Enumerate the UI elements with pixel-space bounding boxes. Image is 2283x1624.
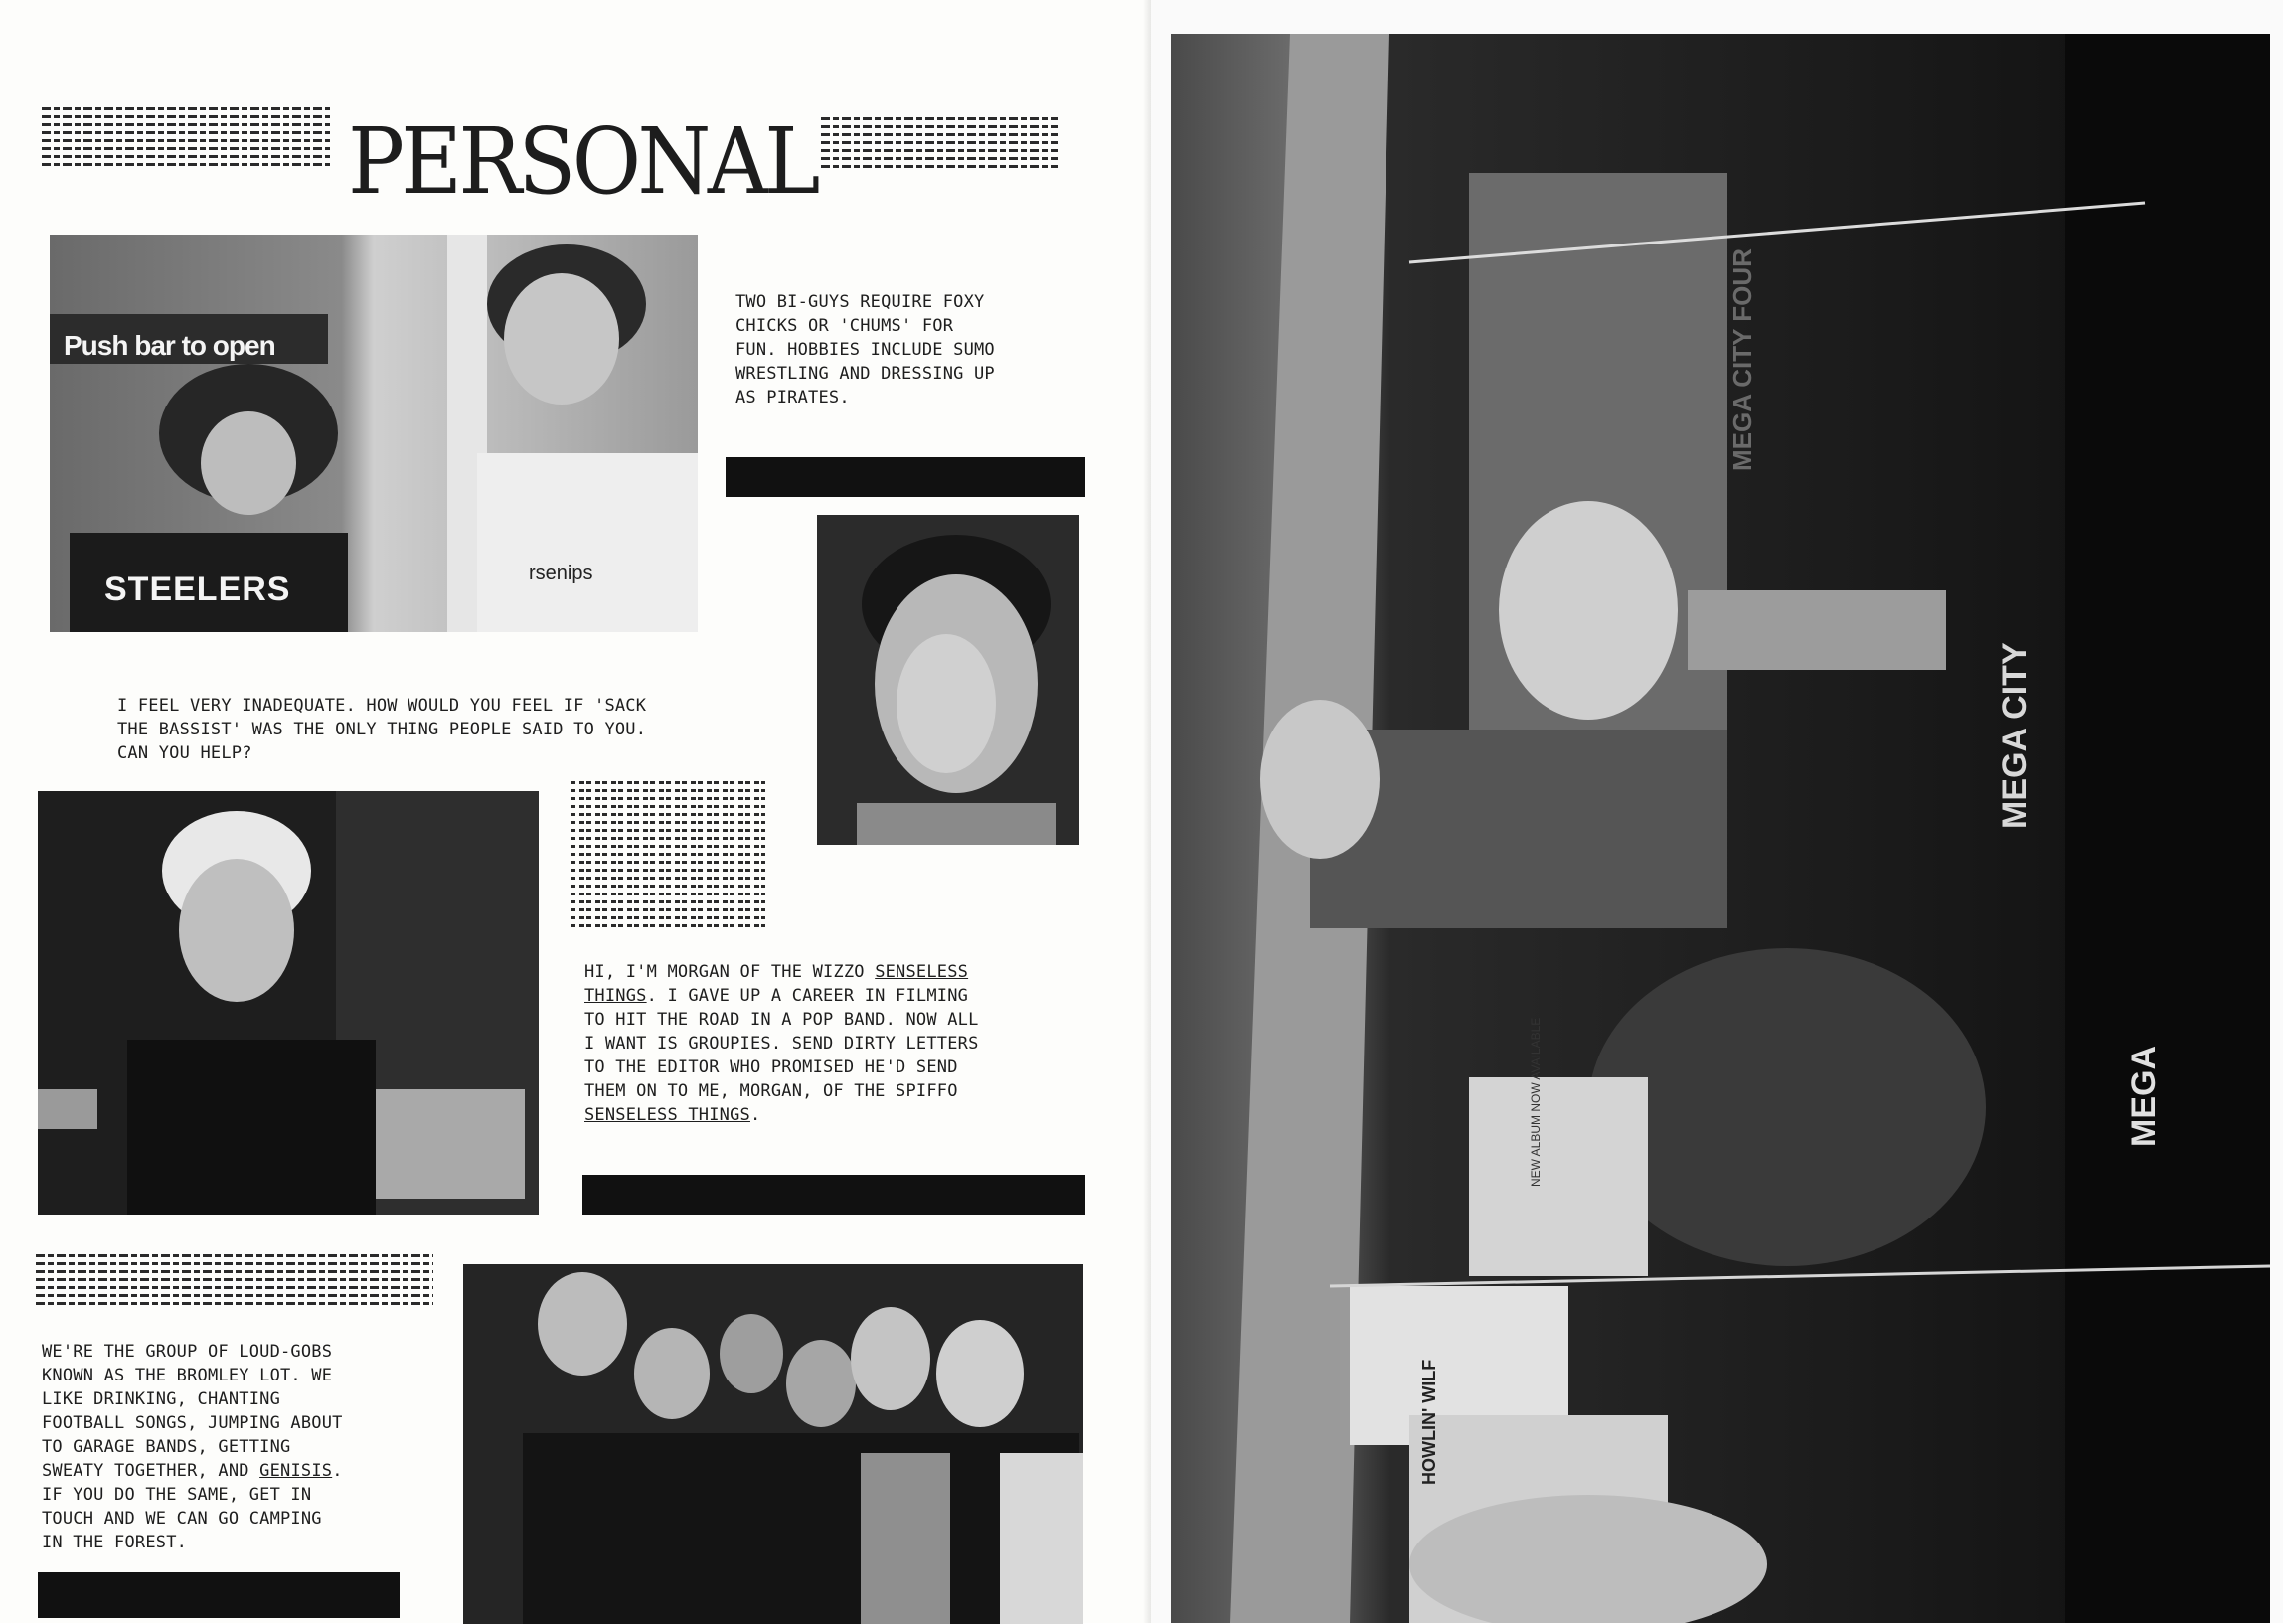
lower-dash-block xyxy=(36,1254,433,1306)
black-bar-3 xyxy=(38,1572,400,1618)
ad-inadequate: I FEEL VERY INADEQUATE. HOW WOULD YOU FEEL IF 'SACK THE BASSIST' WAS THE ONLY THING PEOPLE SAID TO YOU. CAN YOU HELP? xyxy=(117,696,647,763)
bassist-photo xyxy=(38,791,539,1215)
banner-label-3: MEGA xyxy=(2125,1046,2163,1147)
door-sign-text: Push bar to open xyxy=(64,330,275,361)
shirt-text-right: rsenips xyxy=(529,563,593,584)
right-page xyxy=(1151,0,2283,1623)
group-photo xyxy=(463,1264,1083,1624)
concert-photo xyxy=(1171,34,2270,1623)
poster-text-2: HOWLIN' WILF xyxy=(1419,1359,1439,1485)
ad-bromley-lot: WE'RE THE GROUP OF LOUD-GOBS KNOWN AS THE BROMLEY LOT. WE LIKE DRINKING, CHANTING FOOTBALL SONGS, JUMPING ABOUT TO GARAGE BANDS, GETTING SWEATY TOGETHER, AND GENISIS. IF YOU DO THE SAME, GET IN TOUCH AND WE CAN GO CAMPING IN THE FOREST. xyxy=(42,1342,343,1552)
banner-label-2: MEGA CITY xyxy=(1996,642,2034,829)
door-photo xyxy=(50,235,698,632)
banner-label-1: MEGA CITY FOUR xyxy=(1727,248,1757,471)
title-dash-left xyxy=(42,107,330,167)
portrait-photo xyxy=(817,515,1079,845)
shirt-text-steelers: STEELERS xyxy=(104,570,291,608)
ad-bi-guys: TWO BI-GUYS REQUIRE FOXY CHICKS OR 'CHUMS' FOR FUN. HOBBIES INCLUDE SUMO WRESTLING AND DRESSING UP AS PIRATES. xyxy=(735,292,995,407)
ad-morgan: HI, I'M MORGAN OF THE WIZZO SENSELESS THINGS. I GAVE UP A CAREER IN FILMING TO HIT THE ROAD IN A POP BAND. NOW ALL I WANT IS GROUPIES. SEND DIRTY LETTERS TO THE EDITOR WHO PROMISED HE'D SEND THEM ON TO ME, MORGAN, OF THE SPIFFO SENSELESS THINGS. xyxy=(584,962,979,1125)
black-bar-2 xyxy=(582,1175,1085,1215)
black-bar-1 xyxy=(726,457,1085,497)
halftone-dash-block xyxy=(571,781,765,928)
title-dash-right xyxy=(821,117,1058,173)
page-title: PERSONAL xyxy=(348,108,817,215)
poster-text-1: NEW ALBUM NOW AVAILABLE xyxy=(1529,1017,1543,1187)
